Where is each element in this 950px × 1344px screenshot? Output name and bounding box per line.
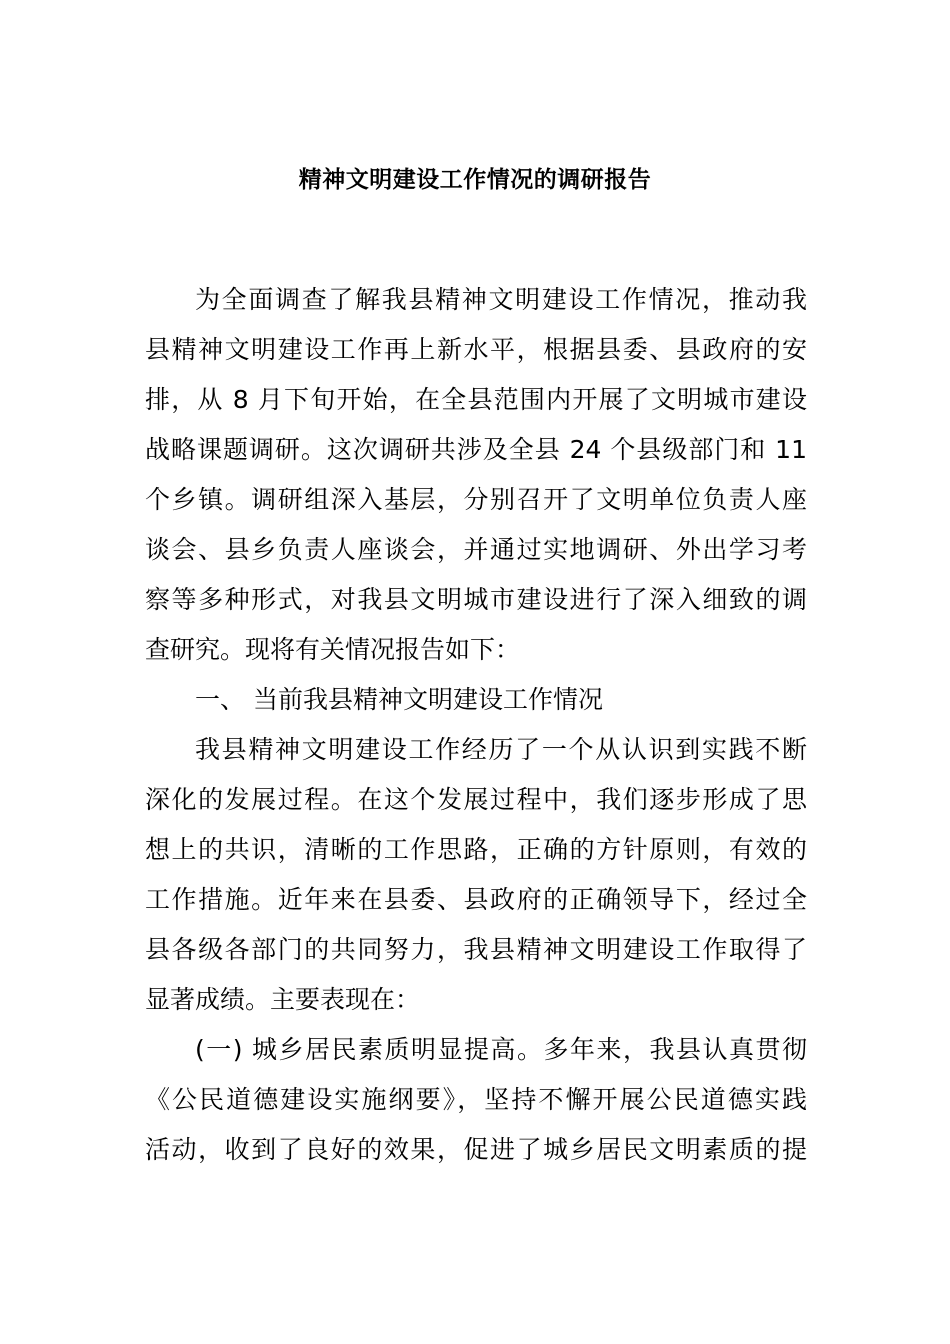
subsection-line: (一) 城乡居民素质明显提高。多年来，我县认真贯彻 [195, 1035, 807, 1064]
body-line: 《公民道德建设实施纲要》，坚持不懈开展公民道德实践 [145, 1085, 807, 1114]
body-line: 排，从 8 月下旬开始，在全县范围内开展了文明城市建设 [145, 385, 807, 414]
section-heading: 一、 当前我县精神文明建设工作情况 [195, 685, 603, 714]
document-title: 精神文明建设工作情况的调研报告 [298, 167, 652, 193]
body-line: 县各级各部门的共同努力，我县精神文明建设工作取得了 [145, 935, 807, 964]
body-line: 查研究。现将有关情况报告如下： [145, 635, 521, 664]
body-line: 活动，收到了良好的效果，促进了城乡居民文明素质的提 [145, 1135, 807, 1164]
body-line: 战略课题调研。这次调研共涉及全县 24 个县级部门和 11 [145, 435, 807, 464]
body-line: 为全面调查了解我县精神文明建设工作情况，推动我 [195, 285, 807, 314]
body-line: 我县精神文明建设工作经历了一个从认识到实践不断 [195, 735, 807, 764]
body-line: 县精神文明建设工作再上新水平，根据县委、县政府的安 [145, 335, 807, 364]
body-line: 工作措施。近年来在县委、县政府的正确领导下，经过全 [145, 885, 807, 914]
body-line: 谈会、县乡负责人座谈会，并通过实地调研、外出学习考 [145, 535, 807, 564]
body-line: 显著成绩。主要表现在： [145, 985, 421, 1014]
body-line: 察等多种形式，对我县文明城市建设进行了深入细致的调 [145, 585, 807, 614]
body-line: 个乡镇。调研组深入基层，分别召开了文明单位负责人座 [145, 485, 807, 514]
body-line: 深化的发展过程。在这个发展过程中，我们逐步形成了思 [145, 785, 807, 814]
body-line: 想上的共识，清晰的工作思路，正确的方针原则，有效的 [145, 835, 807, 864]
